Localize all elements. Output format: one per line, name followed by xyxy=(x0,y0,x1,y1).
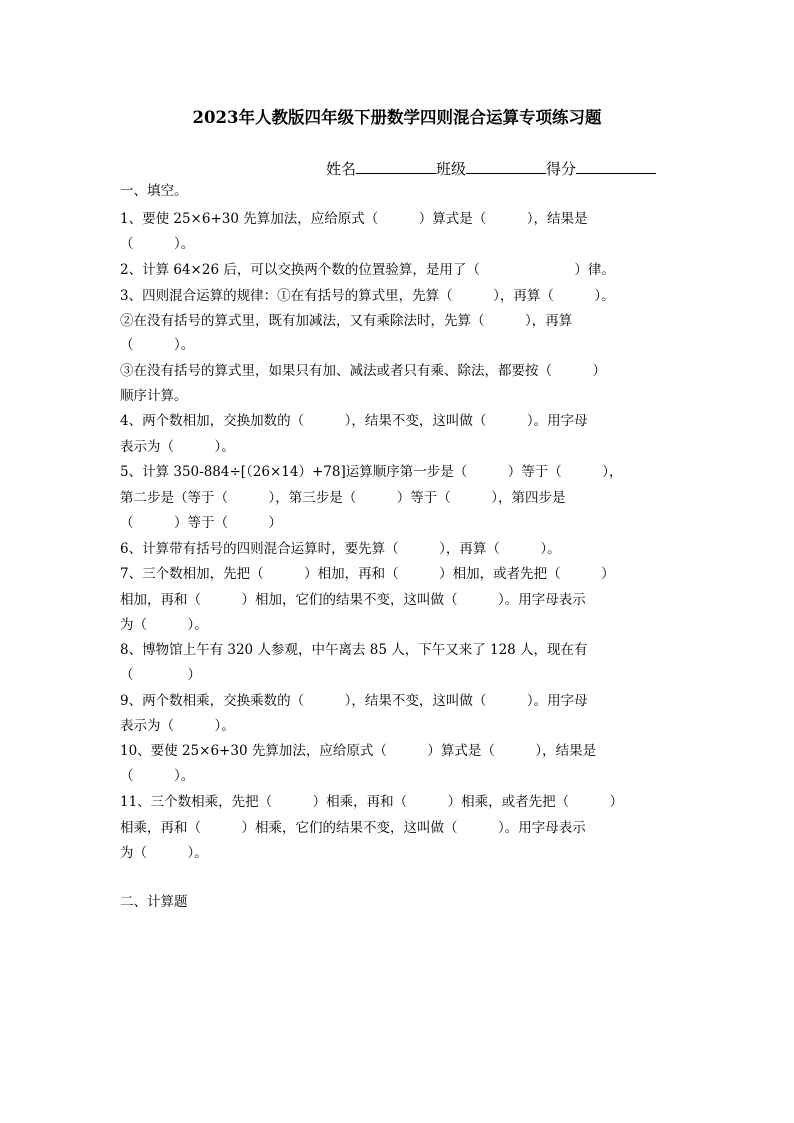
question-line: 顺序计算。 xyxy=(120,388,188,404)
question-line: 表示为（ ）。 xyxy=(120,718,235,734)
question-line: 2、计算 64×26 后，可以交换两个数的位置验算，是用了（ ）律。 xyxy=(120,262,615,278)
question-line: 第二步是（等于（ ），第三步是（ ）等于（ ），第四步是 xyxy=(120,490,566,506)
question-line: （ ）。 xyxy=(120,768,195,784)
question-line: 9、两个数相乘，交换乘数的（ ），结果不变，这叫做（ ）。用字母 xyxy=(120,693,588,709)
student-info-row xyxy=(326,158,656,179)
question-line: 1、要使 25×6+30 先算加法，应给原式（ ）算式是（ ），结果是 xyxy=(120,211,588,227)
question-line: （ ） xyxy=(120,667,201,683)
question-line: 11、三个数相乘，先把（ ）相乘，再和（ ）相乘，或者先把（ ） xyxy=(120,794,624,810)
question-line: （ ）。 xyxy=(120,236,195,252)
class-label: 班级 xyxy=(436,160,467,178)
question-line: 为（ ）。 xyxy=(120,617,208,633)
question-line: 8、博物馆上午有 320 人参观，中午离去 85 人，下午又来了 128 人，现在有 xyxy=(120,642,588,658)
score-label: 得分 xyxy=(546,160,577,178)
question-line: 为（ ）。 xyxy=(120,845,208,861)
question-line: 3、四则混合运算的规律：①在有括号的算式里，先算（ ），再算（ ）。 xyxy=(120,288,615,304)
class-blank[interactable] xyxy=(466,161,546,174)
question-line: （ ）。 xyxy=(120,337,195,353)
question-line: 表示为（ ）。 xyxy=(120,439,235,455)
question-line: 7、三个数相加，先把（ ）相加，再和（ ）相加，或者先把（ ） xyxy=(120,566,615,582)
question-line: 4、两个数相加，交换加数的（ ），结果不变，这叫做（ ）。用字母 xyxy=(120,413,588,429)
question-line: 相加，再和（ ）相加，它们的结果不变，这叫做（ ）。用字母表示 xyxy=(120,592,586,608)
page-title: 2023年人教版四年级下册数学四则混合运算专项练习题 xyxy=(192,108,602,127)
name-label: 姓名 xyxy=(326,160,357,178)
question-line: ③在没有括号的算式里，如果只有加、减法或者只有乘、除法，都要按（ ） xyxy=(120,363,606,379)
score-blank[interactable] xyxy=(576,161,656,174)
section-heading-fill-in: 一、填空。 xyxy=(120,183,188,199)
question-line: （ ）等于（ ） xyxy=(120,515,282,531)
section-heading-calculation: 二、计算题 xyxy=(120,894,188,910)
name-blank[interactable] xyxy=(356,161,436,174)
question-line: 相乘，再和（ ）相乘，它们的结果不变，这叫做（ ）。用字母表示 xyxy=(120,820,586,836)
question-line: 10、要使 25×6+30 先算加法，应给原式（ ）算式是（ ），结果是 xyxy=(120,743,597,759)
question-line: 5、计算 350-884÷[（26×14）+78]运算顺序第一步是（ ）等于（ ）， xyxy=(120,464,623,480)
question-line: ②在没有括号的算式里，既有加减法，又有乘除法时，先算（ ），再算 xyxy=(120,313,573,329)
question-line: 6、计算带有括号的四则混合运算时，要先算（ ），再算（ ）。 xyxy=(120,541,561,557)
